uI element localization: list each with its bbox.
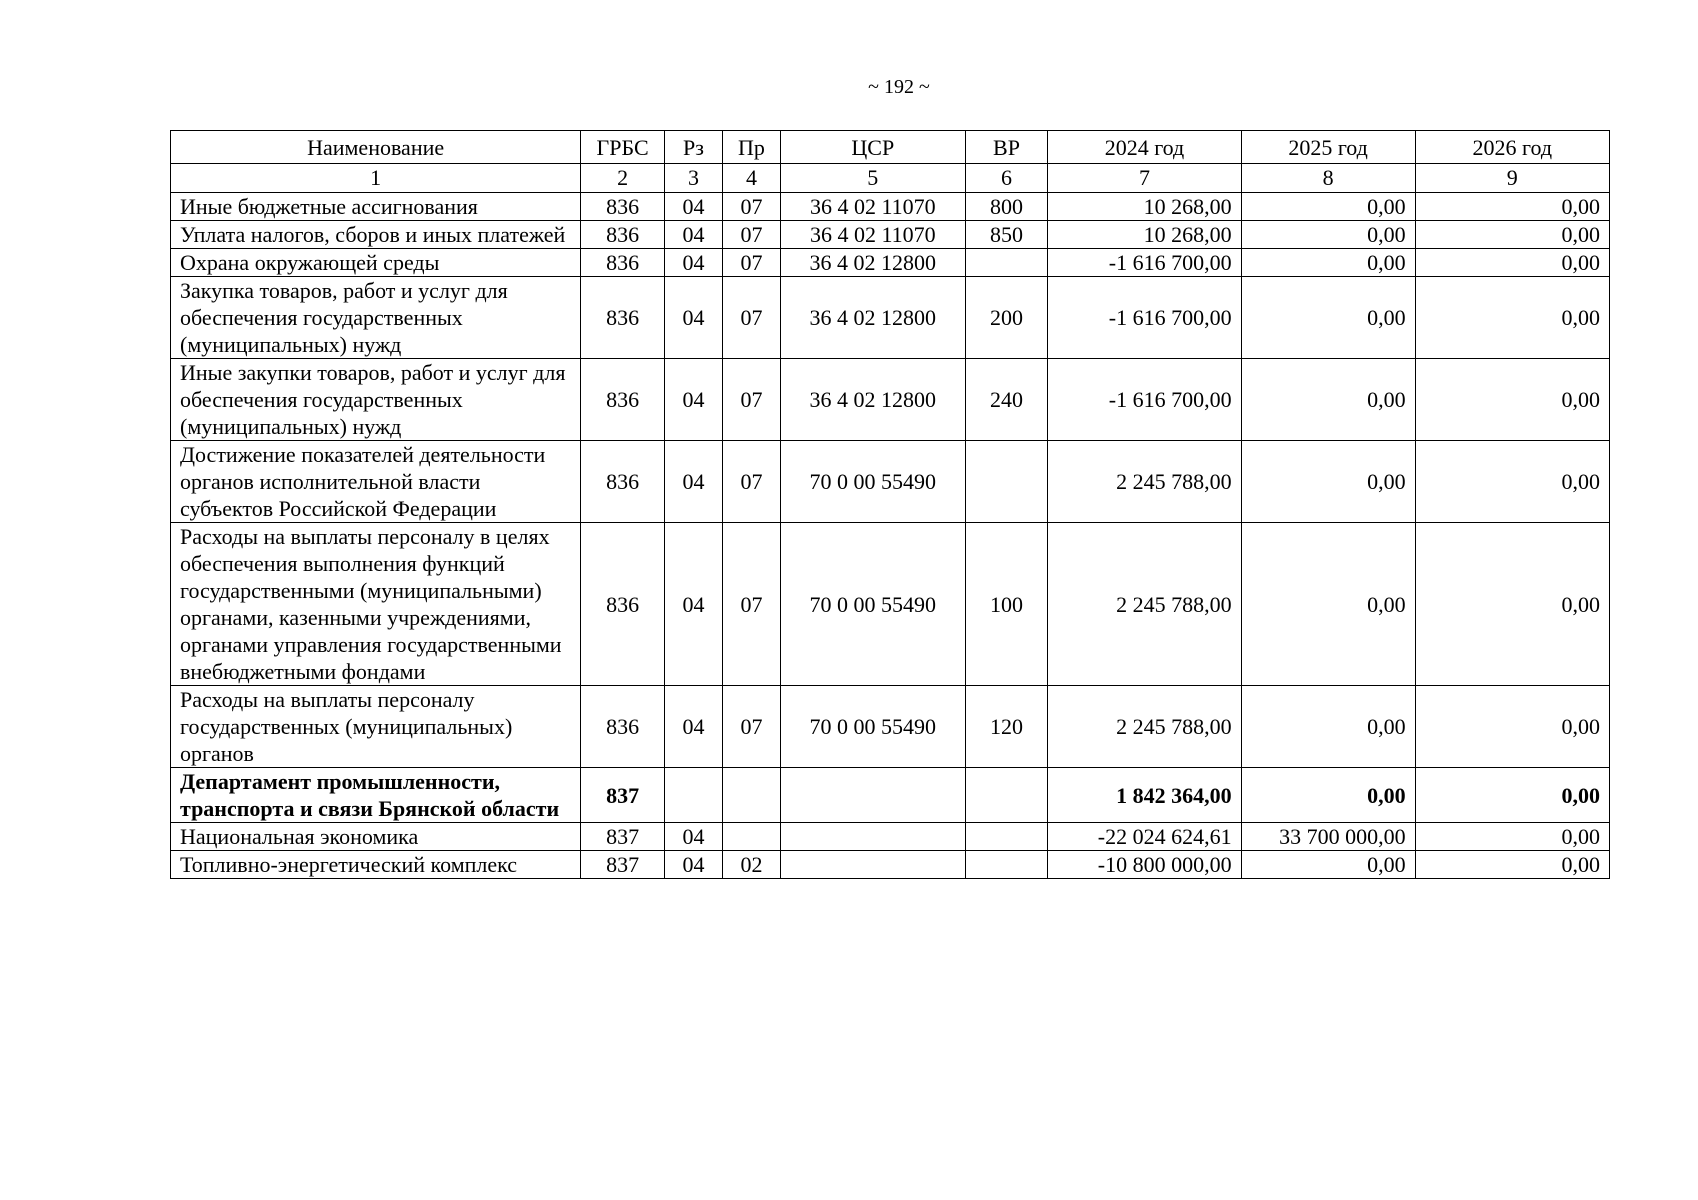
table-row [171,768,1610,823]
cell-name: Топливно-энергетический комплекс [171,851,581,879]
cell-2024: 10 268,00 [1048,193,1241,221]
cell-rz: 04 [664,686,722,768]
cell-grbs: 836 [581,686,665,768]
header-grbs: ГРБС [581,131,665,164]
cell-2024: 2 245 788,00 [1048,441,1241,523]
cell-csr [780,823,965,851]
cell-grbs: 837 [581,823,665,851]
cell-vr: 100 [965,523,1048,686]
cell-name: Уплата налогов, сборов и иных платежей [171,221,581,249]
cell-csr [780,768,965,823]
cell-2025: 0,00 [1241,193,1415,221]
table-row [171,249,1610,277]
cell-2026: 0,00 [1415,768,1609,823]
cell-2026: 0,00 [1415,193,1609,221]
cell-grbs: 836 [581,441,665,523]
cell-2025: 33 700 000,00 [1241,823,1415,851]
cell-grbs: 836 [581,359,665,441]
table-row [171,193,1610,221]
table-row [171,441,1610,523]
table-row [171,851,1610,879]
header-name: Наименование [171,131,581,164]
cell-csr [780,851,965,879]
cell-2026: 0,00 [1415,441,1609,523]
cell-vr [965,249,1048,277]
header-row [171,131,1610,164]
cell-vr [965,441,1048,523]
cell-pr: 07 [722,441,780,523]
cell-2025: 0,00 [1241,359,1415,441]
column-number: 3 [664,164,722,193]
cell-csr: 36 4 02 12800 [780,277,965,359]
cell-csr: 36 4 02 11070 [780,221,965,249]
cell-2025: 0,00 [1241,249,1415,277]
cell-2024: -22 024 624,61 [1048,823,1241,851]
cell-2026: 0,00 [1415,249,1609,277]
cell-2024: 1 842 364,00 [1048,768,1241,823]
column-number: 5 [780,164,965,193]
cell-vr: 240 [965,359,1048,441]
cell-pr: 07 [722,359,780,441]
cell-grbs: 836 [581,523,665,686]
cell-name: Закупка товаров, работ и услуг для обеспечения государственных (муниципальных) нужд [171,277,581,359]
column-number: 9 [1415,164,1609,193]
cell-2026: 0,00 [1415,359,1609,441]
cell-csr: 70 0 00 55490 [780,523,965,686]
header-2026: 2026 год [1415,131,1609,164]
cell-rz: 04 [664,277,722,359]
table-row [171,221,1610,249]
cell-pr: 07 [722,277,780,359]
header-pr: Пр [722,131,780,164]
cell-vr [965,851,1048,879]
cell-pr: 07 [722,221,780,249]
column-number: 1 [171,164,581,193]
cell-name: Национальная экономика [171,823,581,851]
cell-csr: 70 0 00 55490 [780,441,965,523]
cell-2025: 0,00 [1241,851,1415,879]
cell-name: Иные закупки товаров, работ и услуг для обеспечения государственных (муниципальных) нужд [171,359,581,441]
cell-grbs: 836 [581,277,665,359]
cell-grbs: 837 [581,851,665,879]
cell-name: Департамент промышленности, транспорта и связи Брянской области [171,768,581,823]
cell-2026: 0,00 [1415,277,1609,359]
cell-grbs: 836 [581,221,665,249]
column-number-row [171,164,1610,193]
cell-2025: 0,00 [1241,768,1415,823]
cell-2024: -1 616 700,00 [1048,277,1241,359]
header-2024: 2024 год [1048,131,1241,164]
cell-2025: 0,00 [1241,523,1415,686]
cell-vr: 200 [965,277,1048,359]
cell-rz: 04 [664,249,722,277]
cell-2024: 2 245 788,00 [1048,523,1241,686]
cell-grbs: 836 [581,249,665,277]
cell-name: Охрана окружающей среды [171,249,581,277]
table-row [171,823,1610,851]
cell-vr: 850 [965,221,1048,249]
cell-2026: 0,00 [1415,686,1609,768]
cell-vr [965,823,1048,851]
cell-pr: 07 [722,193,780,221]
cell-vr [965,768,1048,823]
cell-name: Расходы на выплаты персоналу в целях обеспечения выполнения функций государственными (муниципальными) органами, казенными учреждениями, органами управления государственными внебюджетными фондами [171,523,581,686]
header-rz: Рз [664,131,722,164]
cell-2026: 0,00 [1415,221,1609,249]
cell-pr: 07 [722,523,780,686]
cell-csr: 36 4 02 11070 [780,193,965,221]
cell-pr [722,768,780,823]
cell-pr: 07 [722,249,780,277]
cell-2024: 10 268,00 [1048,221,1241,249]
cell-pr: 07 [722,686,780,768]
cell-2025: 0,00 [1241,277,1415,359]
cell-2026: 0,00 [1415,823,1609,851]
cell-rz: 04 [664,359,722,441]
cell-2025: 0,00 [1241,686,1415,768]
cell-rz: 04 [664,193,722,221]
cell-rz [664,768,722,823]
column-number: 7 [1048,164,1241,193]
cell-grbs: 837 [581,768,665,823]
cell-csr: 70 0 00 55490 [780,686,965,768]
cell-2024: -1 616 700,00 [1048,359,1241,441]
header-csr: ЦСР [780,131,965,164]
cell-name: Расходы на выплаты персоналу государственных (муниципальных) органов [171,686,581,768]
page-number: ~ 192 ~ [868,76,930,98]
cell-2026: 0,00 [1415,851,1609,879]
cell-name: Достижение показателей деятельности органов исполнительной власти субъектов Российской Федерации [171,441,581,523]
cell-csr: 36 4 02 12800 [780,249,965,277]
cell-2024: 2 245 788,00 [1048,686,1241,768]
table-row [171,686,1610,768]
table-row [171,277,1610,359]
cell-vr: 800 [965,193,1048,221]
table-row [171,523,1610,686]
cell-2025: 0,00 [1241,221,1415,249]
column-number: 6 [965,164,1048,193]
table-row [171,359,1610,441]
cell-rz: 04 [664,221,722,249]
cell-pr: 02 [722,851,780,879]
cell-vr: 120 [965,686,1048,768]
cell-rz: 04 [664,823,722,851]
cell-csr: 36 4 02 12800 [780,359,965,441]
cell-2026: 0,00 [1415,523,1609,686]
header-2025: 2025 год [1241,131,1415,164]
cell-2024: -1 616 700,00 [1048,249,1241,277]
budget-table [170,130,1610,879]
cell-rz: 04 [664,523,722,686]
header-vr: ВР [965,131,1048,164]
cell-2024: -10 800 000,00 [1048,851,1241,879]
cell-pr [722,823,780,851]
column-number: 8 [1241,164,1415,193]
cell-name: Иные бюджетные ассигнования [171,193,581,221]
cell-rz: 04 [664,441,722,523]
cell-grbs: 836 [581,193,665,221]
cell-rz: 04 [664,851,722,879]
column-number: 4 [722,164,780,193]
cell-2025: 0,00 [1241,441,1415,523]
column-number: 2 [581,164,665,193]
